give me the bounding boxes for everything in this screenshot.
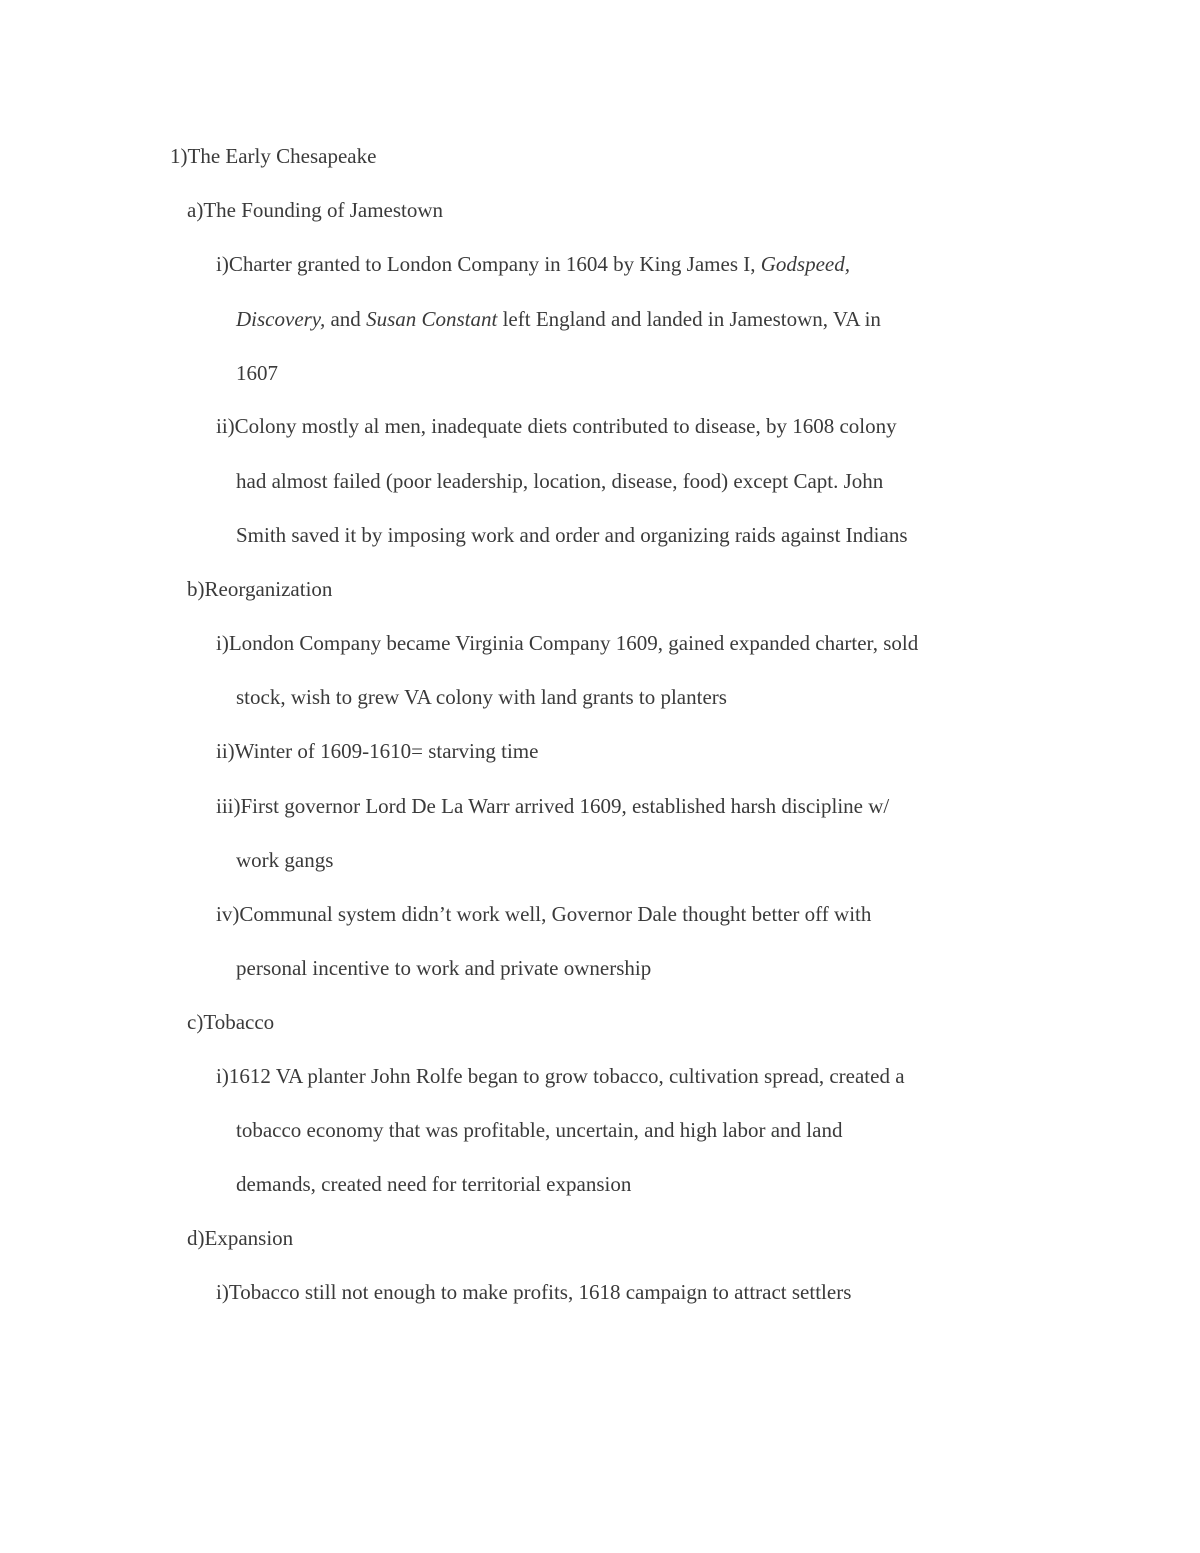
item-text: and bbox=[325, 307, 367, 331]
ship-name-susan-constant: Susan Constant bbox=[366, 307, 498, 331]
item-text: London Company became Virginia Company 1609, gained expanded charter, sold bbox=[228, 631, 919, 655]
outline-marker: a) bbox=[187, 198, 204, 222]
outline-item-continuation: tobacco economy that was profitable, uncertain, and high labor and land bbox=[236, 1118, 843, 1142]
outline-marker: c) bbox=[187, 1010, 204, 1034]
outline-marker: d) bbox=[187, 1226, 205, 1250]
outline-item-b-iii bbox=[216, 796, 889, 817]
ship-name-godspeed: Godspeed, bbox=[760, 252, 850, 276]
outline-marker: b) bbox=[187, 577, 205, 601]
outline-marker: i) bbox=[216, 1064, 229, 1088]
outline-item-a-ii bbox=[216, 416, 897, 437]
outline-item-continuation: 1607 bbox=[236, 361, 278, 385]
outline-item-b-iv bbox=[216, 904, 871, 925]
item-text: First governor Lord De La Warr arrived 1609, established harsh discipline w/ bbox=[240, 794, 890, 818]
outline-marker: iii) bbox=[216, 794, 241, 818]
outline-item-continuation: Smith saved it by imposing work and order and organizing raids against Indians bbox=[236, 523, 908, 547]
heading-text: The Early Chesapeake bbox=[187, 144, 377, 168]
outline-item-b-ii bbox=[216, 741, 538, 762]
outline-heading-1 bbox=[170, 146, 376, 167]
outline-item-continuation: demands, created need for territorial expansion bbox=[236, 1172, 632, 1196]
outline-item-b-i bbox=[216, 633, 918, 654]
item-text: Charter granted to London Company in 1604 by King James I, bbox=[228, 252, 761, 276]
outline-marker: ii) bbox=[216, 414, 235, 438]
outline-item-c-i bbox=[216, 1066, 905, 1087]
outline-marker: i) bbox=[216, 631, 229, 655]
outline-marker: i) bbox=[216, 252, 229, 276]
item-text: 1612 VA planter John Rolfe began to grow tobacco, cultivation spread, created a bbox=[228, 1064, 905, 1088]
outline-marker: ii) bbox=[216, 739, 235, 763]
outline-subheading-c bbox=[187, 1012, 274, 1033]
outline-item-a-i bbox=[216, 254, 850, 275]
item-text: Tobacco still not enough to make profits, 1618 campaign to attract settlers bbox=[228, 1280, 852, 1304]
outline-item-continuation bbox=[236, 309, 881, 330]
outline-marker: i) bbox=[216, 1280, 229, 1304]
subheading-text: The Founding of Jamestown bbox=[203, 198, 444, 222]
outline-item-continuation: had almost failed (poor leadership, location, disease, food) except Capt. John bbox=[236, 469, 884, 493]
item-text: Communal system didn’t work well, Governor Dale thought better off with bbox=[239, 902, 872, 926]
item-text: left England and landed in Jamestown, VA in bbox=[497, 307, 881, 331]
item-text: Winter of 1609-1610= starving time bbox=[234, 739, 539, 763]
item-text: Colony mostly al men, inadequate diets contributed to disease, by 1608 colony bbox=[234, 414, 897, 438]
outline-marker: 1) bbox=[170, 144, 188, 168]
subheading-text: Reorganization bbox=[204, 577, 333, 601]
outline-marker: iv) bbox=[216, 902, 240, 926]
outline-subheading-d bbox=[187, 1228, 293, 1249]
outline-subheading-a bbox=[187, 200, 443, 221]
outline-subheading-b bbox=[187, 579, 332, 600]
outline-item-continuation: personal incentive to work and private ownership bbox=[236, 956, 652, 980]
outline-item-continuation: stock, wish to grew VA colony with land grants to planters bbox=[236, 685, 727, 709]
outline-item-d-i bbox=[216, 1282, 851, 1303]
subheading-text: Tobacco bbox=[203, 1010, 275, 1034]
ship-name-discovery: Discovery, bbox=[236, 307, 326, 331]
outline-item-continuation: work gangs bbox=[236, 848, 334, 872]
subheading-text: Expansion bbox=[204, 1226, 294, 1250]
